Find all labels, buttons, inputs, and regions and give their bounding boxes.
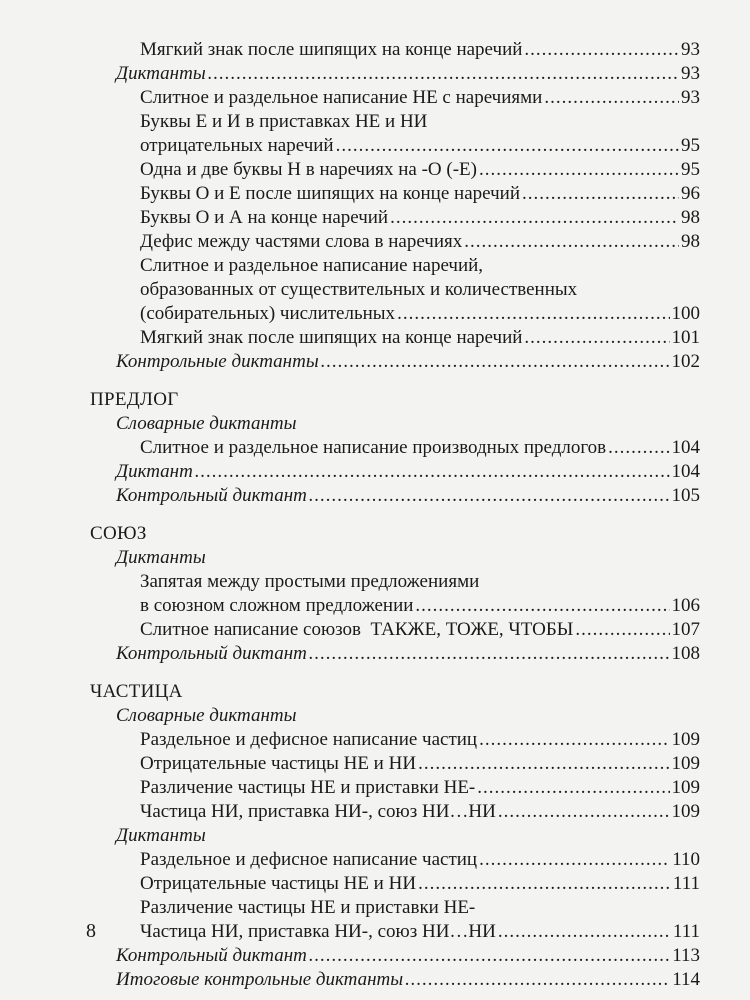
toc-subheading-vocab: Словарные диктанты: [116, 705, 297, 726]
toc-subheading-vocab: Словарные диктанты: [116, 413, 297, 434]
toc-entry: (собирательных) числительных ..... 100: [90, 302, 700, 326]
toc-entry: Раздельное и дефисное написание частиц ..... 109: [90, 728, 700, 752]
toc-control-dictants: Контрольные диктанты ..... 102: [90, 350, 700, 374]
toc-entry: Одна и две буквы Н в наречиях на -О (-Е) ..... 95: [90, 158, 700, 182]
toc-entry: Отрицательные частицы НЕ и НИ ..... 111: [90, 872, 700, 896]
toc-control-dictant: Контрольный диктант ..... 113: [90, 944, 700, 968]
toc-dictant: Диктант ..... 104: [90, 460, 700, 484]
toc-entry-line: Запятая между простыми предложениями: [140, 571, 480, 592]
toc-entry: Отрицательные частицы НЕ и НИ ..... 109: [90, 752, 700, 776]
toc-entry-line: Буквы Е и И в приставках НЕ и НИ: [140, 111, 428, 132]
toc-entry: отрицательных наречий ..... 95: [90, 134, 700, 158]
toc-entry: Буквы О и А на конце наречий ..... 98: [90, 206, 700, 230]
toc-entry: Слитное и раздельное написание НЕ с наречиями ..... 93: [90, 86, 700, 110]
toc-entry: Раздельное и дефисное написание частиц ..... 110: [90, 848, 700, 872]
toc-entry: Слитное написание союзов ТАКЖЕ, ТОЖЕ, ЧТОБЫ ..... 107: [90, 618, 700, 642]
toc-entry-line: Слитное и раздельное написание наречий,: [140, 255, 484, 276]
toc-entry: Дефис между частями слова в наречиях ..... 98: [90, 230, 700, 254]
toc-entry: Различение частицы НЕ и приставки НЕ- ..... 109: [90, 776, 700, 800]
table-of-contents: [90, 38, 700, 992]
section-title-soyuz: СОЮЗ: [90, 523, 147, 544]
toc-entry: Буквы О и Е после шипящих на конце наречий ..... 96: [90, 182, 700, 206]
toc-entry: Частица НИ, приставка НИ-, союз НИ…НИ ..... 111: [90, 920, 700, 944]
toc-entry: в союзном сложном предложении ..... 106: [90, 594, 700, 618]
section-title-chastica: ЧАСТИЦА: [90, 681, 183, 702]
toc-entry: Мягкий знак после шипящих на конце наречий ..... 93: [90, 38, 700, 62]
toc-entry: Частица НИ, приставка НИ-, союз НИ…НИ ..... 109: [90, 800, 700, 824]
toc-entry: Мягкий знак после шипящих на конце наречий ..... 101: [90, 326, 700, 350]
toc-entry-line: Различение частицы НЕ и приставки НЕ-: [140, 897, 476, 918]
toc-entry-line: образованных от существительных и количественных: [140, 279, 578, 300]
toc-control-dictant: Контрольный диктант ..... 105: [90, 484, 700, 508]
section-title-predlog: ПРЕДЛОГ: [90, 389, 179, 410]
toc-control-dictant: Контрольный диктант ..... 108: [90, 642, 700, 666]
toc-entry: Слитное и раздельное написание производных предлогов ..... 104: [90, 436, 700, 460]
page-number: 8: [86, 920, 96, 942]
toc-final-dictants: Итоговые контрольные диктанты ..... 114: [90, 968, 700, 992]
toc-subheading-dictants: Диктанты: [116, 547, 206, 568]
toc-subheading-dictants: Диктанты: [116, 825, 206, 846]
toc-subheading-dictants: Диктанты ..... 93: [90, 62, 700, 86]
